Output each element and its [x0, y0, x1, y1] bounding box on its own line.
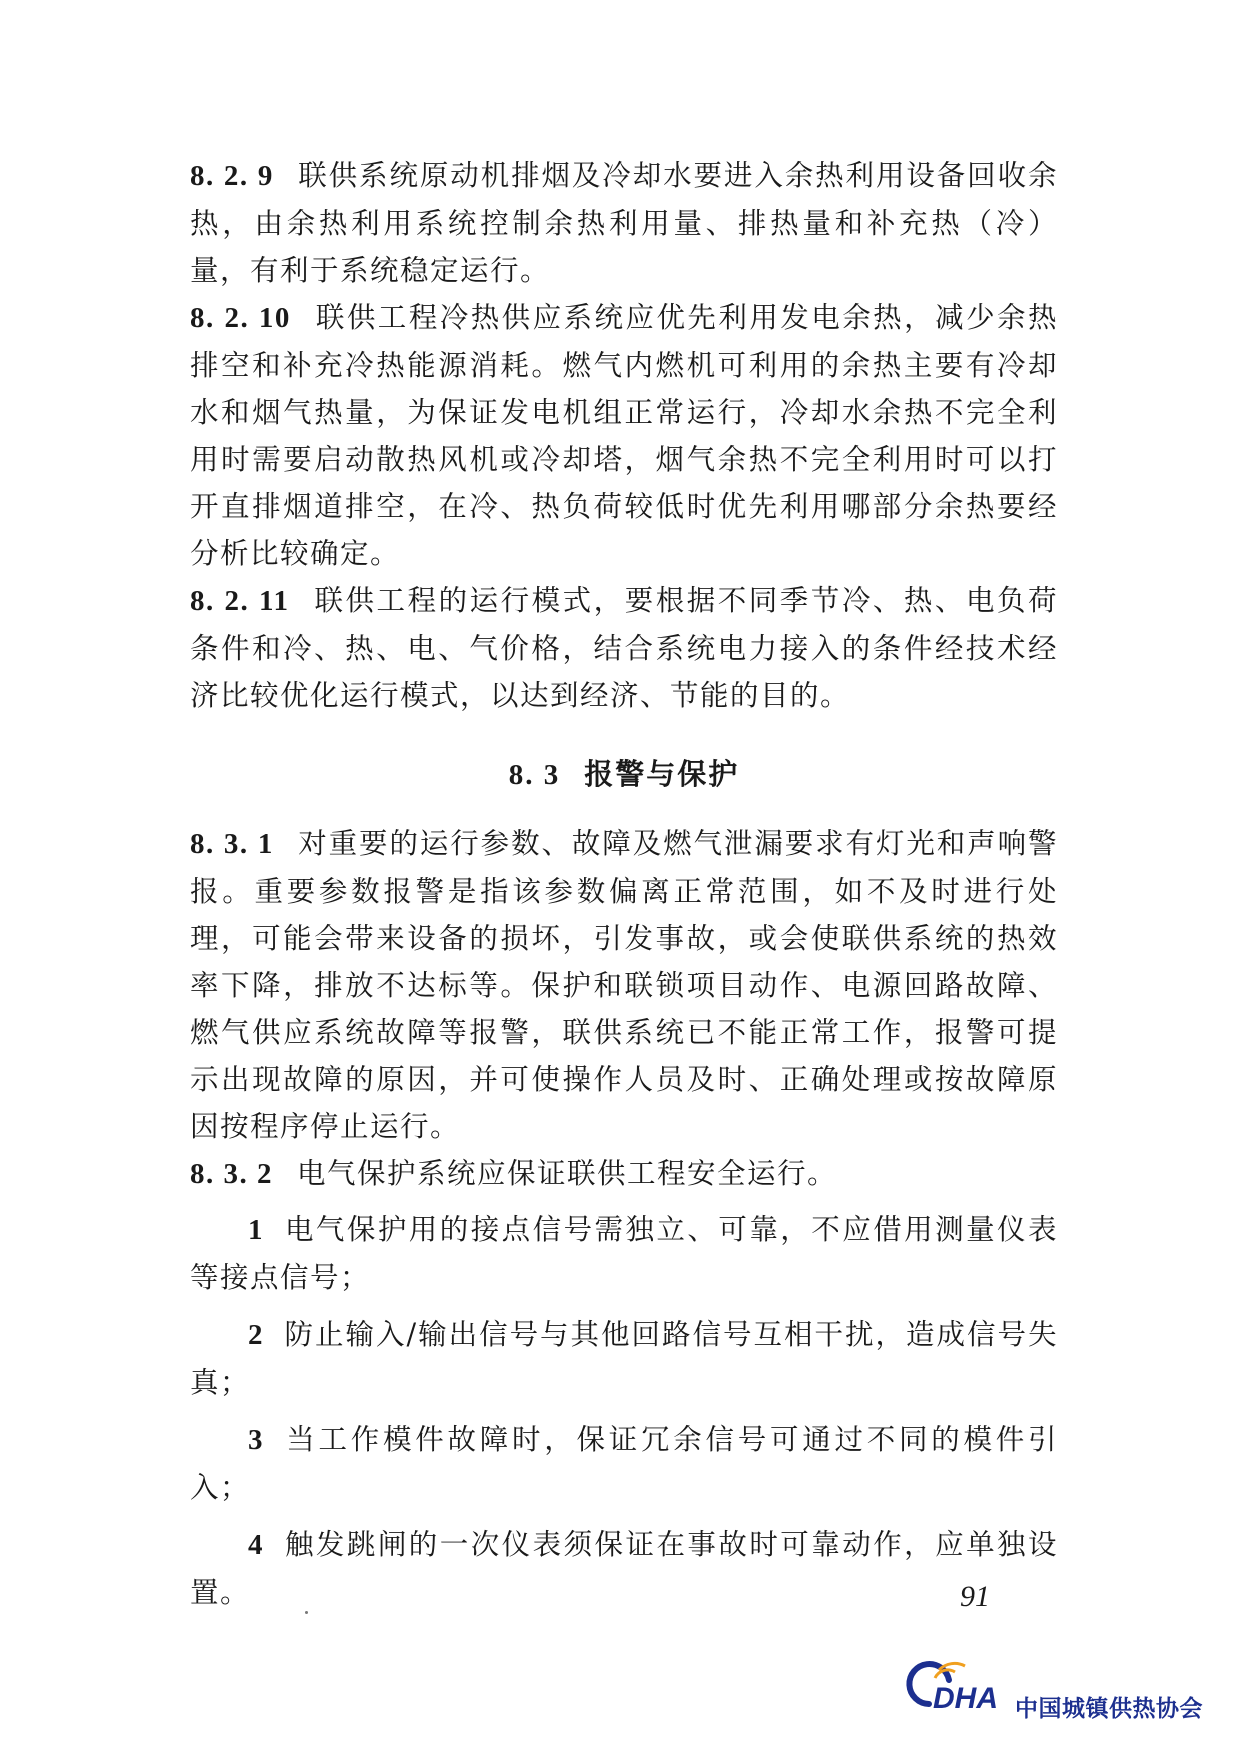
item-number: 4	[248, 1529, 264, 1561]
scan-dot	[305, 1611, 308, 1614]
clause-text: 电气保护系统应保证联供工程安全运行。	[297, 1157, 838, 1190]
item-text: 电气保护用的接点信号需独立、可靠，不应借用测量仪表等接点信号；	[190, 1213, 1058, 1294]
clause-number: 8. 3. 2	[190, 1158, 273, 1190]
clauses-8-3	[190, 820, 1058, 1616]
clause-8-3-2	[190, 1150, 1058, 1198]
org-name: 中国城镇供热协会	[1015, 1696, 1203, 1722]
clause-8-3-1	[190, 820, 1058, 1150]
clause-number: 8. 2. 9	[190, 160, 274, 192]
item-text: 触发跳闸的一次仪表须保证在事故时可靠动作，应单独设置。	[190, 1528, 1058, 1609]
list-item	[190, 1416, 1058, 1511]
page-number: 91	[960, 1580, 990, 1613]
item-number: 2	[248, 1319, 264, 1351]
clause-text: 联供工程的运行模式，要根据不同季节冷、热、电负荷条件和冷、热、电、气价格，结合系统电力接入的条件经技术经济比较优化运行模式，以达到经济、节能的目的。	[190, 584, 1058, 712]
item-text: 防止输入/输出信号与其他回路信号互相干扰，造成信号失真；	[190, 1318, 1058, 1399]
clause-text: 联供系统原动机排烟及冷却水要进入余热利用设备回收余热，由余热利用系统控制余热利用量、排热量和补充热（冷）量，有利于系统稳定运行。	[190, 159, 1059, 287]
list-item	[190, 1521, 1058, 1616]
logo-letters: DHA	[933, 1682, 998, 1715]
item-number: 3	[248, 1424, 264, 1456]
clause-number: 8. 2. 10	[190, 302, 291, 334]
clause-8-2-10	[190, 294, 1058, 577]
list-item	[190, 1311, 1058, 1406]
clause-number: 8. 2. 11	[190, 585, 290, 617]
section-number: 8. 3	[508, 759, 561, 791]
item-text: 当工作模件故障时，保证冗余信号可通过不同的模件引入；	[190, 1423, 1058, 1504]
item-number: 1	[248, 1214, 264, 1246]
clause-8-2-9	[190, 152, 1058, 294]
clause-text: 对重要的运行参数、故障及燃气泄漏要求有灯光和声响警报。重要参数报警是指该参数偏离正常范围，如不及时进行处理，可能会带来设备的损坏，引发事故，或会使联供系统的热效率下降，排放不达标等。保护和联锁项目动作、电源回路故障、燃气供应系统故障等报警，联供系统已不能正常工作，报警可提示出现故障的原因，并可使操作人员及时、正确处理或按故障原因按程序停止运行。	[190, 827, 1059, 1143]
list-item	[190, 1206, 1058, 1301]
clause-8-2-11	[190, 577, 1058, 719]
section-title: 报警与保护	[584, 757, 740, 791]
clauses-8-2	[190, 152, 1058, 719]
section-heading	[190, 752, 1058, 793]
clause-number: 8. 3. 1	[190, 828, 274, 860]
clause-text: 联供工程冷热供应系统应优先利用发电余热，减少余热排空和补充冷热能源消耗。燃气内燃机可利用的余热主要有冷却水和烟气热量，为保证发电机组正常运行，冷却水余热不完全利用时需要启动散热风机或冷却塔，烟气余热不完全利用时可以打开直排烟道排空，在冷、热负荷较低时优先利用哪部分余热要经分析比较确定。	[190, 301, 1058, 570]
